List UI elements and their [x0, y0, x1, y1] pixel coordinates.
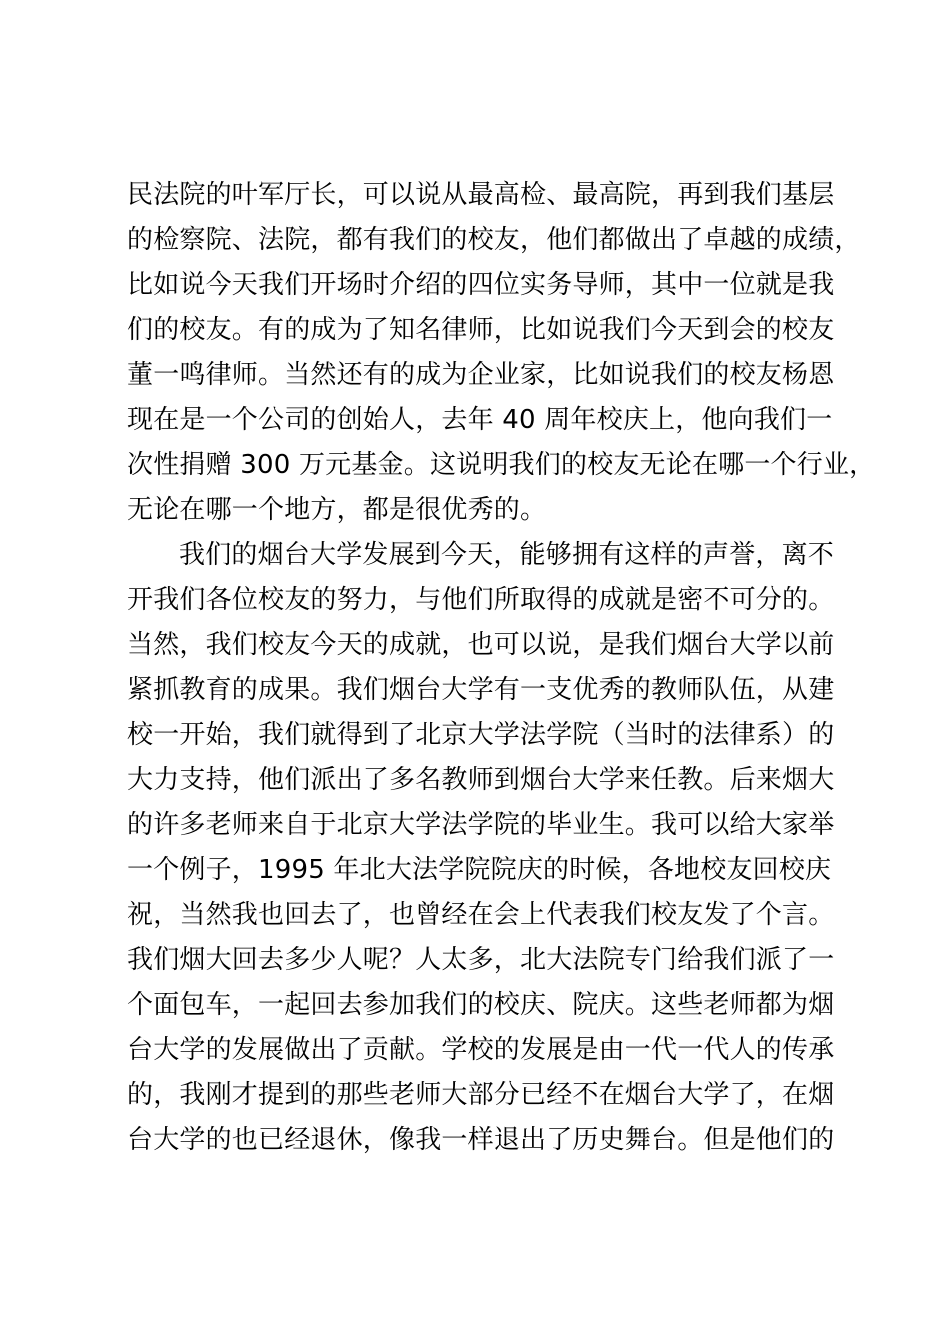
text-line-indented: 我们的烟台大学发展到今天，能够拥有这样的声誉，离不	[179, 540, 835, 570]
text-line: 祝，当然我也回去了，也曾经在会上代表我们校友发了个言。	[127, 900, 835, 930]
text-line: 我们烟大回去多少人呢？人太多，北大法院专门给我们派了一	[127, 945, 835, 975]
text-line: 现在是一个公司的创始人，去年 40 周年校庆上，他向我们一	[127, 405, 833, 435]
text-line: 台大学的发展做出了贡献。学校的发展是由一代一代人的传承	[127, 1035, 835, 1065]
text-line: 无论在哪一个地方，都是很优秀的。	[127, 495, 547, 525]
text-line: 董一鸣律师。当然还有的成为企业家，比如说我们的校友杨恩	[127, 360, 835, 390]
text-line: 次性捐赠 300 万元基金。这说明我们的校友无论在哪一个行业，	[127, 450, 876, 480]
text-line: 台大学的也已经退休，像我一样退出了历史舞台。但是他们的	[127, 1125, 835, 1155]
text-line: 一个例子，1995 年北大法学院院庆的时候，各地校友回校庆	[127, 855, 832, 885]
text-line: 们的校友。有的成为了知名律师，比如说我们今天到会的校友	[127, 315, 835, 345]
paragraph-2	[127, 533, 847, 1163]
text-line: 开我们各位校友的努力，与他们所取得的成就是密不可分的。	[127, 585, 835, 615]
text-line: 比如说今天我们开场时介绍的四位实务导师，其中一位就是我	[127, 270, 835, 300]
paragraph-1	[127, 173, 876, 533]
text-line: 民法院的叶军厅长，可以说从最高检、最高院，再到我们基层	[127, 180, 835, 210]
text-line: 紧抓教育的成果。我们烟台大学有一支优秀的教师队伍，从建	[127, 675, 835, 705]
text-line: 大力支持，他们派出了多名教师到烟台大学来任教。后来烟大	[127, 765, 835, 795]
text-line: 个面包车，一起回去参加我们的校庆、院庆。这些老师都为烟	[127, 990, 835, 1020]
text-line: 当然，我们校友今天的成就，也可以说，是我们烟台大学以前	[127, 630, 835, 660]
text-line: 的许多老师来自于北京大学法学院的毕业生。我可以给大家举	[127, 810, 835, 840]
text-line: 的检察院、法院，都有我们的校友，他们都做出了卓越的成绩，	[127, 225, 861, 255]
document-body	[127, 173, 876, 1163]
text-line: 的，我刚才提到的那些老师大部分已经不在烟台大学了，在烟	[127, 1080, 835, 1110]
text-line: 校一开始，我们就得到了北京大学法学院（当时的法律系）的	[127, 720, 835, 750]
